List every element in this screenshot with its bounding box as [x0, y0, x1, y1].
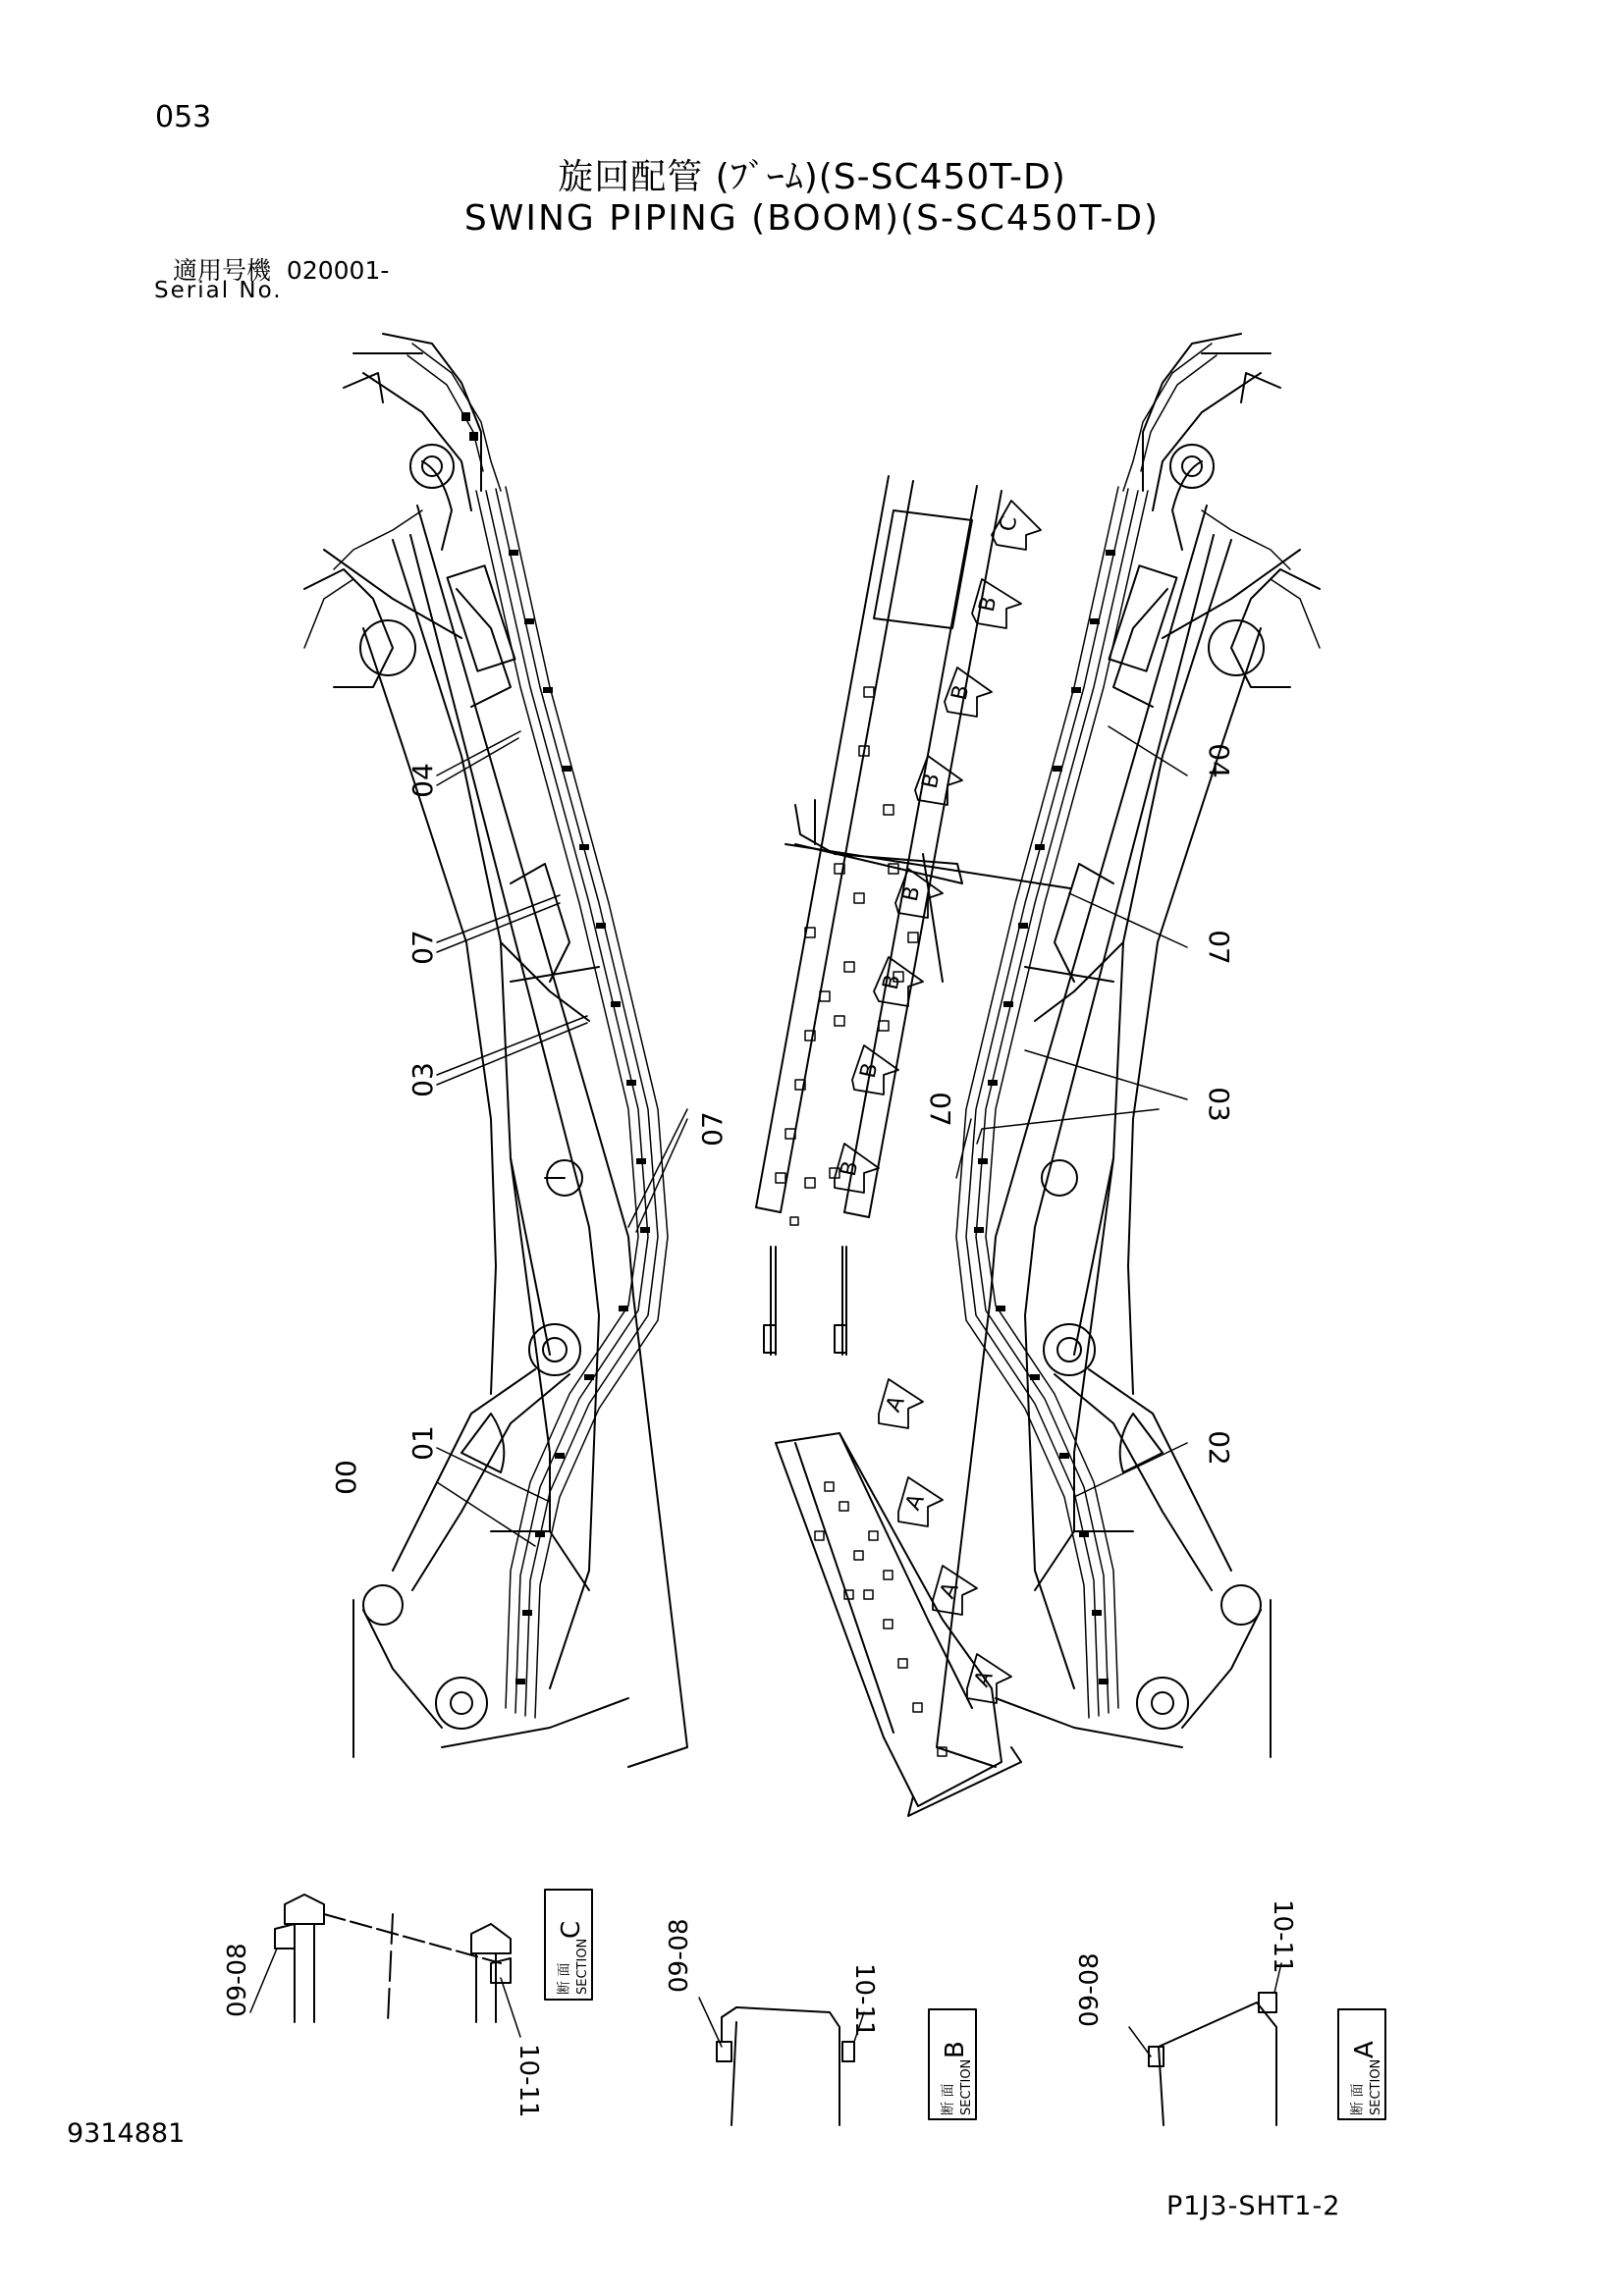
section-c-en: SECTION: [575, 1938, 590, 1995]
center-top-view: [756, 476, 1070, 1816]
section-a-en: SECTION: [1369, 2058, 1383, 2115]
arrow-label-b3: B: [917, 771, 946, 791]
arrow-label-b4: B: [897, 883, 926, 904]
section-c-letter: C: [557, 1920, 586, 1939]
arrow-label-c: C: [995, 513, 1023, 534]
arrow-label-b5: B: [878, 972, 906, 992]
arrow-label-a1: A: [881, 1392, 910, 1416]
section-a-label-left: 09-08: [1075, 1952, 1105, 2027]
left-boom-view: [304, 334, 687, 1767]
arrow-label-b7: B: [836, 1158, 864, 1179]
arrow-label-b6: B: [855, 1060, 884, 1081]
callout-left-07b: 07: [696, 1111, 729, 1147]
callout-left-03: 03: [406, 1062, 439, 1097]
arrow-label-b2: B: [947, 682, 975, 703]
right-boom-view: [937, 334, 1320, 1767]
section-a-jp: 断 面: [1350, 2083, 1366, 2115]
title-english: SWING PIPING (BOOM)(S-SC450T-D): [463, 198, 1161, 239]
callout-right-07a: 07: [1203, 930, 1235, 965]
section-a-detail: [1129, 1963, 1385, 2125]
callout-right-03: 03: [1203, 1087, 1235, 1122]
page-number: 053: [155, 100, 212, 134]
section-b-label-left: 09-08: [665, 1918, 694, 1993]
section-b-en: SECTION: [959, 2058, 974, 2115]
callout-left-07a: 07: [406, 930, 439, 965]
title-japanese: 旋回配管 (ﾌﾞｰﾑ)(S-SC450T-D): [558, 157, 1066, 197]
document-number: 9314881: [67, 2118, 186, 2149]
section-b-jp: 断 面: [941, 2083, 956, 2115]
sheet-reference: P1J3-SHT1-2: [1166, 2191, 1341, 2221]
arrow-label-b1: B: [974, 594, 1002, 614]
section-c-jp: 断 面: [557, 1962, 572, 1995]
section-c-label-left: 09-08: [223, 1943, 252, 2017]
callout-left-00: 00: [330, 1460, 362, 1495]
callout-left-01: 01: [406, 1425, 439, 1461]
serial-value: 020001-: [286, 256, 390, 285]
section-b-label-right: 10-11: [849, 1963, 879, 2038]
callout-left-04: 04: [406, 763, 439, 798]
callout-right-07b: 07: [924, 1092, 956, 1127]
arrow-label-a2: A: [900, 1490, 930, 1515]
serial-label-jp: 適用号機: [173, 256, 272, 285]
section-b-letter: B: [941, 2041, 970, 2058]
section-a-label-right: 10-11: [1268, 1899, 1297, 1974]
arrow-label-a3: A: [935, 1578, 964, 1603]
section-b-detail: [699, 1998, 976, 2125]
callout-right-02: 02: [1203, 1430, 1235, 1466]
arrow-label-a4: A: [969, 1667, 999, 1691]
section-c-detail: [250, 1890, 592, 2037]
section-a-letter: A: [1350, 2041, 1380, 2058]
section-c-label-right: 10-11: [514, 2044, 543, 2118]
callout-right-04: 04: [1203, 743, 1235, 778]
serial-label-english: Serial No.: [154, 278, 283, 303]
